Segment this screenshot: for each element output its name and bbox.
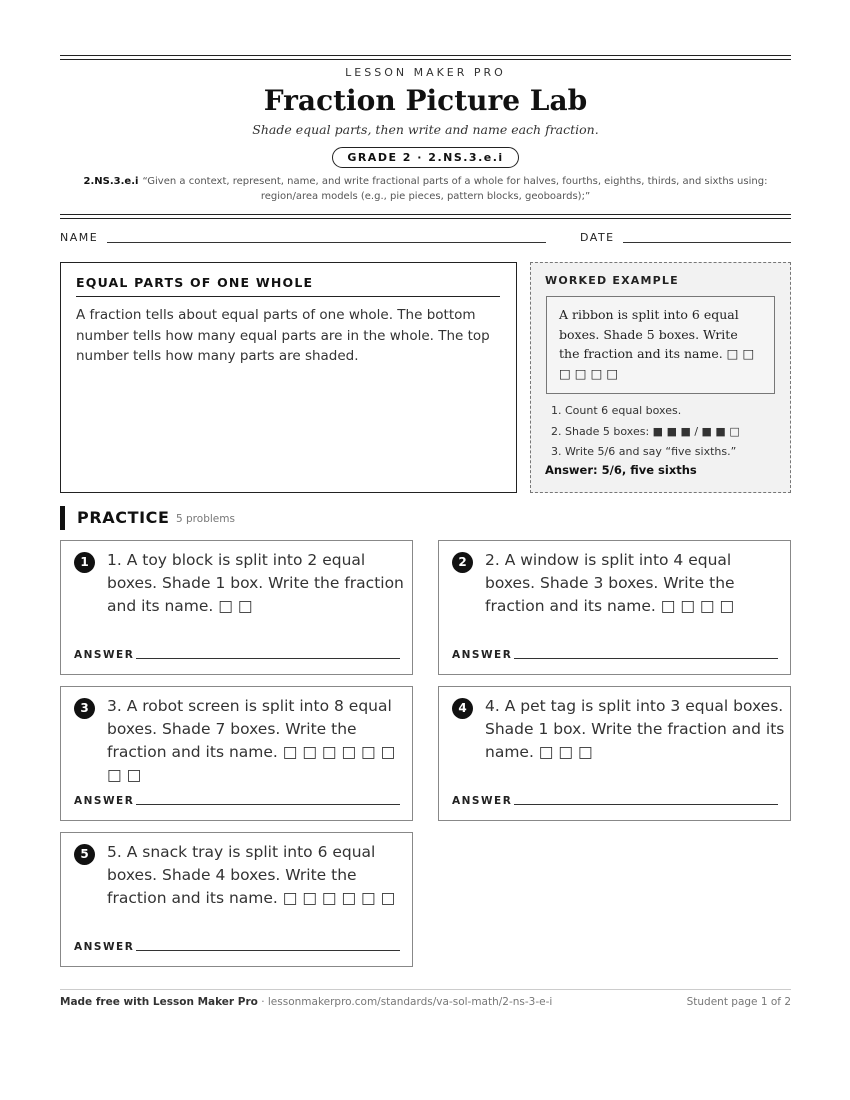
page-subtitle: Shade equal parts, then write and name each fraction.	[252, 122, 599, 137]
problem-text: 5. A snack tray is split into 6 equal boxes. Shade 4 boxes. Write the fraction and its name. □ □ □ □ □ □	[107, 843, 396, 907]
grade-badge-wrap	[60, 146, 791, 168]
footer-url-link[interactable]: · lessonmakerpro.com/standards/va-sol-math/2-ns-3-e-i	[261, 996, 553, 1008]
standard-code: 2.NS.3.e.i	[83, 176, 139, 187]
worksheet-page	[60, 0, 791, 1100]
student-fields-row	[60, 231, 791, 247]
answer-label: ANSWER	[452, 649, 513, 661]
problem-number-badge: 2	[452, 552, 473, 573]
footer-made-with: Made free with Lesson Maker Pro	[60, 996, 258, 1008]
problem-card-5	[60, 832, 413, 967]
problem-card-3	[60, 686, 413, 821]
problem-number-badge: 3	[74, 698, 95, 719]
problem-card-4	[438, 686, 791, 821]
top-double-rule	[60, 55, 791, 60]
answer-field[interactable]	[514, 804, 778, 805]
practice-count: 5 problems	[176, 513, 235, 525]
problem-card-2	[438, 540, 791, 675]
answer-field[interactable]	[514, 658, 778, 659]
problem-number-badge: 4	[452, 698, 473, 719]
header-bottom-double-rule	[60, 214, 791, 219]
problem-number-badge: 1	[74, 552, 95, 573]
answer-label: ANSWER	[74, 649, 135, 661]
footer-credit	[60, 996, 552, 1008]
answer-field[interactable]	[136, 804, 400, 805]
problem-text: 3. A robot screen is split into 8 equal boxes. Shade 7 boxes. Write the fraction and its name. □ □ □ □ □ □ □ □	[107, 697, 396, 784]
problem-number-badge: 5	[74, 844, 95, 865]
footer-page-number: Student page 1 of 2	[686, 996, 791, 1008]
worked-example-box	[530, 262, 791, 493]
practice-title: PRACTICE	[77, 508, 170, 527]
date-field[interactable]	[623, 242, 791, 243]
worked-step: 1. Count 6 equal boxes.	[551, 404, 682, 417]
brand-label: LESSON MAKER PRO	[345, 66, 506, 79]
worked-example-steps	[551, 401, 781, 463]
answer-field[interactable]	[136, 950, 400, 951]
worked-step: 3. Write 5/6 and say “five sixths.”	[551, 445, 737, 458]
answer-field[interactable]	[136, 658, 400, 659]
practice-accent-bar	[60, 506, 65, 530]
grade-badge: GRADE 2 · 2.NS.3.e.i	[332, 147, 518, 168]
problem-text: 2. A window is split into 4 equal boxes. Shade 3 boxes. Write the fraction and its name. □ □ □ □	[485, 551, 735, 615]
worked-example-problem: A ribbon is split into 6 equal boxes. Shade 5 boxes. Write the fraction and its name. □ □ □ □ □ □	[546, 296, 775, 394]
worked-example-answer: Answer: 5/6, five sixths	[545, 463, 697, 477]
answer-label: ANSWER	[74, 795, 135, 807]
concept-heading: EQUAL PARTS OF ONE WHOLE	[76, 275, 500, 297]
footer-divider	[60, 989, 791, 990]
worked-example-heading: WORKED EXAMPLE	[545, 274, 679, 287]
problem-card-1	[60, 540, 413, 675]
standard-description	[80, 174, 771, 204]
problem-text: 1. A toy block is split into 2 equal boxes. Shade 1 box. Write the fraction and its name. □ □	[107, 551, 404, 615]
name-field[interactable]	[107, 242, 546, 243]
worked-step: 2. Shade 5 boxes: ■ ■ ■ / ■ ■ □	[551, 424, 740, 438]
answer-label: ANSWER	[452, 795, 513, 807]
concept-box	[60, 262, 517, 493]
concept-body: A fraction tells about equal parts of one whole. The bottom number tells how many equal parts are in the whole. The top number tells how many parts are shaded.	[76, 307, 490, 364]
date-label: DATE	[580, 231, 615, 244]
problem-text: 4. A pet tag is split into 3 equal boxes. Shade 1 box. Write the fraction and its name. □ □ □	[485, 697, 785, 761]
page-title: Fraction Picture Lab	[263, 84, 588, 117]
name-label: NAME	[60, 231, 99, 244]
standard-text: “Given a context, represent, name, and write fractional parts of a whole for halves, fourths, eighths, thirds, and sixths using: region/area models (e.g., pie pieces, pattern blocks, geoboards);”	[142, 176, 768, 202]
answer-label: ANSWER	[74, 941, 135, 953]
